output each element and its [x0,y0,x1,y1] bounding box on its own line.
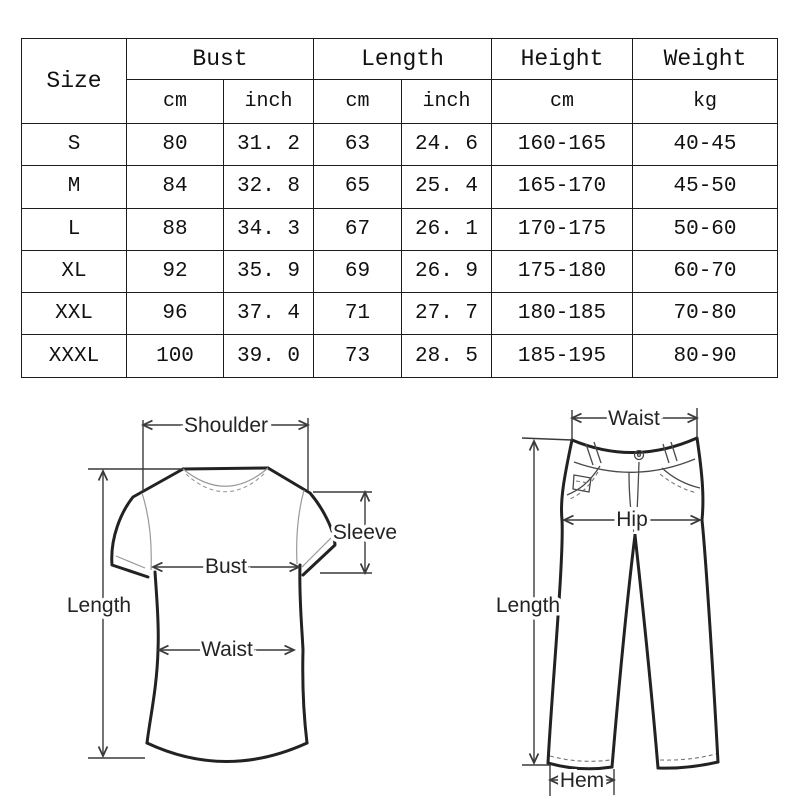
length-label: Length [66,594,132,617]
header-height: Height [492,39,633,80]
shoulder-dimension [143,414,308,491]
cell-bust-cm: 92 [127,250,224,292]
table-row-m [22,166,778,208]
cell-length-cm: 67 [314,208,402,250]
cell-bust-cm: 96 [127,293,224,335]
header-weight: Weight [633,39,778,80]
header-size: Size [22,39,127,124]
cell-length-inch: 24. 6 [402,124,492,166]
cell-weight: 45-50 [633,166,778,208]
header-group-row [22,39,778,80]
waist-dimension [572,407,697,440]
cell-length-inch: 26. 1 [402,208,492,250]
cell-length-inch: 28. 5 [402,335,492,377]
cell-bust-inch: 34. 3 [224,208,314,250]
unit-weight-kg: kg [633,80,778,124]
bust-label: Bust [204,555,248,578]
length-dimension [67,469,183,758]
unit-height-cm: cm [492,80,633,124]
hem-dimension [550,765,614,796]
cell-weight: 50-60 [633,208,778,250]
cell-bust-inch: 32. 8 [224,166,314,208]
unit-length-inch: inch [402,80,492,124]
cell-length-cm: 73 [314,335,402,377]
shoulder-label: Shoulder [183,414,269,437]
header-unit-row [22,80,778,124]
table-row-xxl [22,293,778,335]
cell-bust-inch: 39. 0 [224,335,314,377]
cell-weight: 40-45 [633,124,778,166]
cell-size: XL [22,250,127,292]
cell-size: M [22,166,127,208]
sleeve-dimension [313,492,397,573]
waist-dimension [159,638,294,661]
length-dimension [496,438,572,765]
table-row-l [22,208,778,250]
cell-weight: 70-80 [633,293,778,335]
pants-outline [548,438,718,769]
table-row-s [22,124,778,166]
header-bust: Bust [127,39,314,80]
cell-bust-cm: 84 [127,166,224,208]
cell-length-cm: 71 [314,293,402,335]
table-row-xl [22,250,778,292]
cell-size: XXXL [22,335,127,377]
table-row-xxxl [22,335,778,377]
length-label: Length [495,594,561,617]
cell-bust-inch: 35. 9 [224,250,314,292]
hip-label: Hip [616,508,648,531]
sleeve-label: Sleeve [332,521,398,544]
cell-length-inch: 25. 4 [402,166,492,208]
cell-bust-cm: 100 [127,335,224,377]
header-length: Length [314,39,492,80]
cell-bust-inch: 31. 2 [224,124,314,166]
cell-height: 170-175 [492,208,633,250]
waist-label: Waist [201,638,253,661]
unit-length-cm: cm [314,80,402,124]
cell-length-cm: 65 [314,166,402,208]
cell-bust-inch: 37. 4 [224,293,314,335]
cell-height: 165-170 [492,166,633,208]
cell-bust-cm: 80 [127,124,224,166]
hip-dimension [564,508,700,531]
cell-size: S [22,124,127,166]
cell-height: 175-180 [492,250,633,292]
unit-bust-inch: inch [224,80,314,124]
cell-length-cm: 69 [314,250,402,292]
cell-length-inch: 27. 7 [402,293,492,335]
waist-label: Waist [608,407,660,430]
cell-length-cm: 63 [314,124,402,166]
cell-size: XXL [22,293,127,335]
cell-length-inch: 26. 9 [402,250,492,292]
tshirt-outline [112,468,335,762]
cell-height: 185-195 [492,335,633,377]
cell-bust-cm: 88 [127,208,224,250]
cell-height: 180-185 [492,293,633,335]
unit-bust-cm: cm [127,80,224,124]
cell-weight: 80-90 [633,335,778,377]
cell-size: L [22,208,127,250]
cell-height: 160-165 [492,124,633,166]
bust-dimension [153,555,299,578]
cell-weight: 60-70 [633,250,778,292]
pants-diagram [440,388,800,800]
tshirt-diagram [40,388,420,800]
hem-label: Hem [559,769,605,792]
size-table [21,38,778,378]
